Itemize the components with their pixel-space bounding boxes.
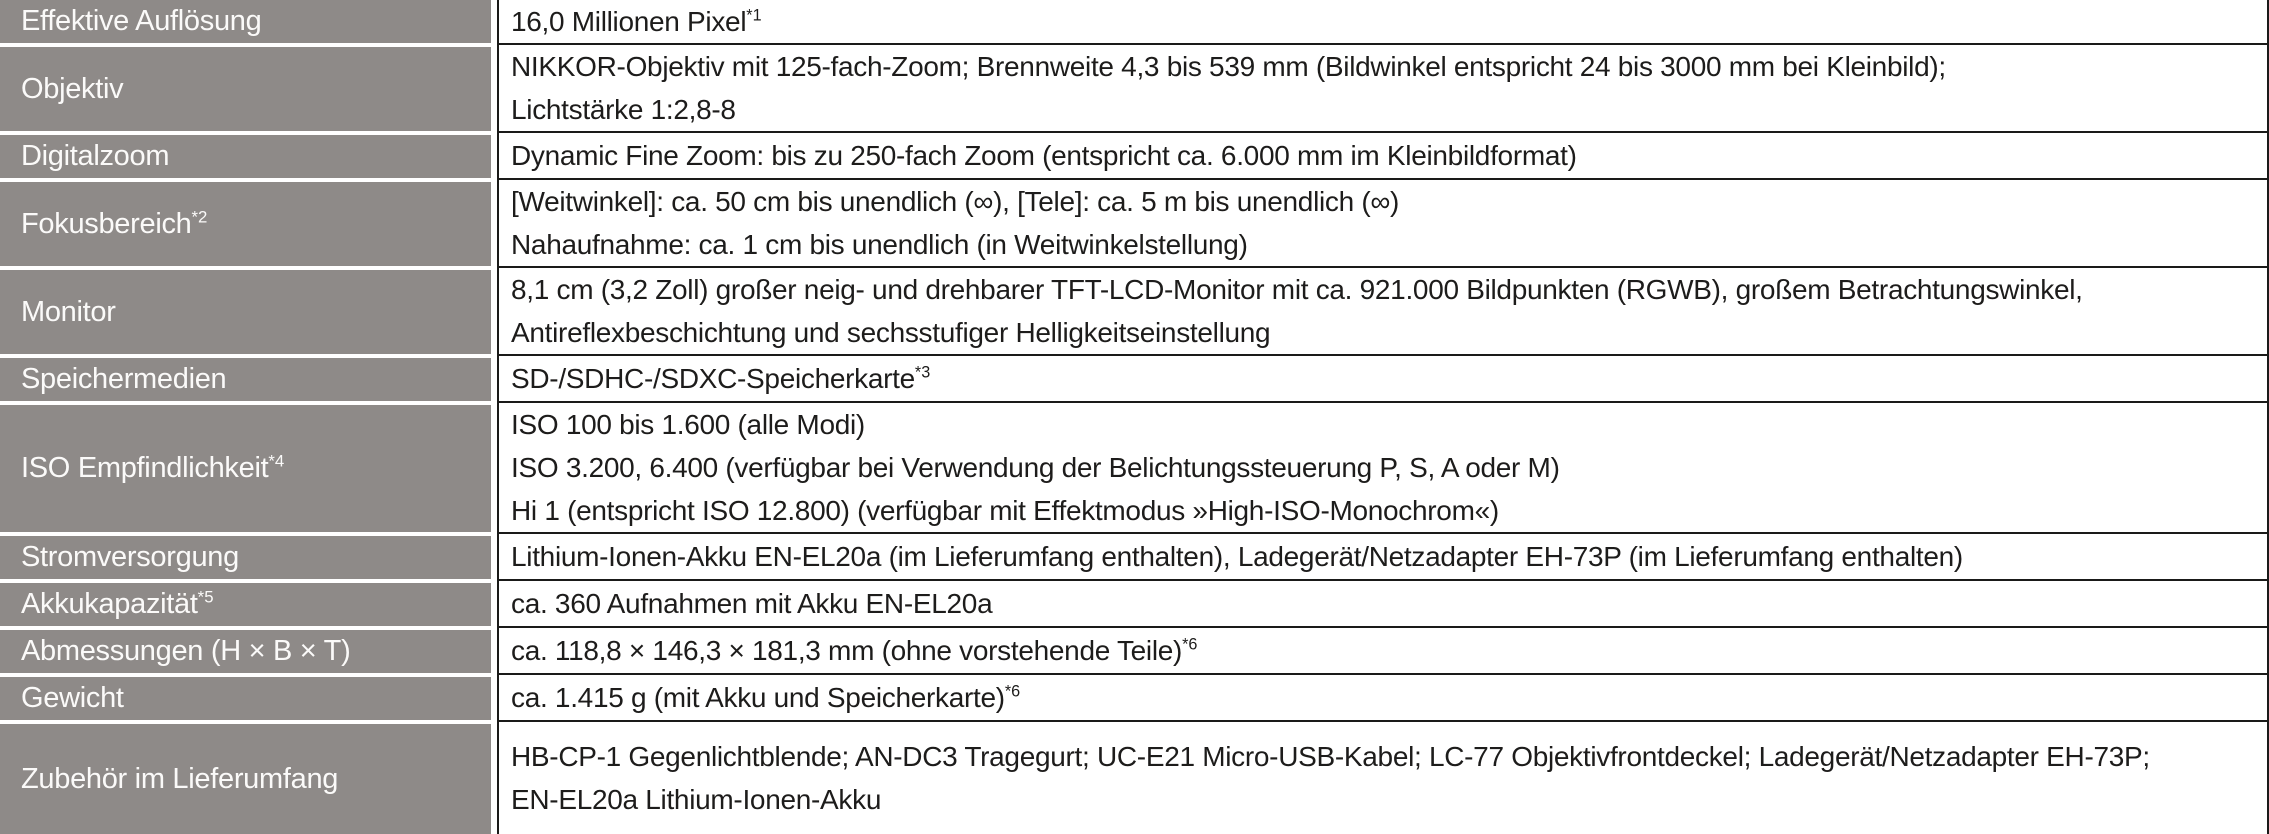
footnote-marker: *1 <box>746 6 762 25</box>
spec-label: Fokusbereich$^{*2}$ <box>21 206 208 240</box>
spec-value-line: ca. 360 Aufnahmen mit Akku EN-EL20a <box>511 588 993 619</box>
spec-value-line: Dynamic Fine Zoom: bis zu 250-fach Zoom (entspricht ca. 6.000 mm im Kleinbildformat) <box>511 140 1577 171</box>
spec-row <box>0 579 2269 626</box>
spec-value-line: ISO 100 bis 1.600 (alle Modi) <box>511 409 865 440</box>
spec-label-cell <box>0 720 497 834</box>
footnote-marker: *6 <box>1182 635 1198 654</box>
spec-label: Zubehör im Lieferumfang <box>21 762 339 795</box>
spec-label: Stromversorgung <box>21 541 239 573</box>
spec-label-cell <box>0 354 497 401</box>
footnote-marker: *2 <box>191 206 208 226</box>
footnote-marker: *5 <box>197 587 214 607</box>
spec-value-line: ca. 118,8 × 146,3 × 181,3 mm (ohne vorstehende Teile)$^{*6}$ <box>511 635 1198 666</box>
spec-value-cell <box>497 354 2269 401</box>
spec-label: Gewicht <box>21 682 124 714</box>
spec-row <box>0 266 2269 354</box>
spec-value-cell <box>497 579 2269 626</box>
spec-value-line: HB-CP-1 Gegenlichtblende; AN-DC3 Tragegurt; UC-E21 Micro-USB-Kabel; LC-77 Objektivfrontdeckel; Ladegerät/Netzadapter EH-73P; <box>511 741 2150 772</box>
spec-row <box>0 673 2269 720</box>
spec-label: Speichermedien <box>21 363 227 395</box>
spec-row <box>0 626 2269 673</box>
spec-label-cell <box>0 673 497 720</box>
spec-label-cell <box>0 579 497 626</box>
spec-label: Akkukapazität$^{*5}$ <box>21 587 214 620</box>
spec-value-cell <box>497 401 2269 532</box>
spec-value-line: 16,0 Millionen Pixel$^{*1}$ <box>511 6 762 37</box>
spec-label-cell <box>0 266 497 354</box>
spec-label-cell <box>0 626 497 673</box>
spec-value-cell <box>497 266 2269 354</box>
spec-value-line: NIKKOR-Objektiv mit 125-fach-Zoom; Brennweite 4,3 bis 539 mm (Bildwinkel entspricht 24 bis 3000 mm bei Kleinbild); <box>511 51 1946 82</box>
spec-value-line: [Weitwinkel]: ca. 50 cm bis unendlich (∞), [Tele]: ca. 5 m bis unendlich (∞) <box>511 186 1400 217</box>
spec-row <box>0 532 2269 579</box>
spec-label-cell <box>0 131 497 178</box>
footnote-marker: *4 <box>268 451 285 471</box>
spec-value-cell <box>497 626 2269 673</box>
spec-value-line: ISO 3.200, 6.400 (verfügbar bei Verwendung der Belichtungssteuerung P, S, A oder M) <box>511 452 1560 483</box>
spec-value-line: ca. 1.415 g (mit Akku und Speicherkarte)$^{*6}$ <box>511 682 1021 713</box>
spec-label: Abmessungen (H × B × T) <box>21 635 351 667</box>
footnote-marker: *6 <box>1004 682 1021 701</box>
spec-label: Monitor <box>21 295 116 328</box>
spec-value-line: Lithium-Ionen-Akku EN-EL20a (im Lieferumfang enthalten), Ladegerät/Netzadapter EH-73P (im Lieferumfang enthalten) <box>511 541 1963 572</box>
spec-row <box>0 720 2269 834</box>
spec-row <box>0 43 2269 131</box>
spec-value-line: SD-/SDHC-/SDXC-Speicherkarte$^{*3}$ <box>511 363 931 394</box>
spec-label-cell <box>0 0 497 43</box>
spec-value-cell <box>497 131 2269 178</box>
spec-value-line: 8,1 cm (3,2 Zoll) großer neig- und drehbarer TFT-LCD-Monitor mit ca. 921.000 Bildpunkten (RGWB), großem Betrachtungswinkel, <box>511 274 2083 305</box>
spec-value-line: EN-EL20a Lithium-Ionen-Akku <box>511 784 882 815</box>
spec-label-cell <box>0 178 497 266</box>
footnote-marker: *3 <box>914 363 931 382</box>
spec-value-line: Nahaufnahme: ca. 1 cm bis unendlich (in Weitwinkelstellung) <box>511 229 1248 260</box>
spec-value-cell <box>497 43 2269 131</box>
spec-value-cell <box>497 0 2269 43</box>
spec-row <box>0 131 2269 178</box>
spec-row <box>0 0 2269 43</box>
spec-label-cell <box>0 401 497 532</box>
spec-value-cell <box>497 720 2269 834</box>
spec-value-line: Antireflexbeschichtung und sechsstufiger Helligkeitseinstellung <box>511 317 1271 348</box>
spec-value-line: Hi 1 (entspricht ISO 12.800) (verfügbar mit Effektmodus »High-ISO-Monochrom«) <box>511 495 1499 526</box>
spec-row <box>0 178 2269 266</box>
spec-row <box>0 354 2269 401</box>
spec-label: ISO Empfindlichkeit$^{*4}$ <box>21 451 285 484</box>
spec-value-line: Lichtstärke 1:2,8-8 <box>511 94 736 125</box>
spec-label: Effektive Auflösung <box>21 5 262 37</box>
spec-label: Digitalzoom <box>21 140 170 172</box>
spec-value-cell <box>497 532 2269 579</box>
spec-value-cell <box>497 673 2269 720</box>
spec-value-cell <box>497 178 2269 266</box>
spec-label-cell <box>0 532 497 579</box>
spec-label: Objektiv <box>21 72 124 105</box>
spec-row <box>0 401 2269 532</box>
spec-label-cell <box>0 43 497 131</box>
